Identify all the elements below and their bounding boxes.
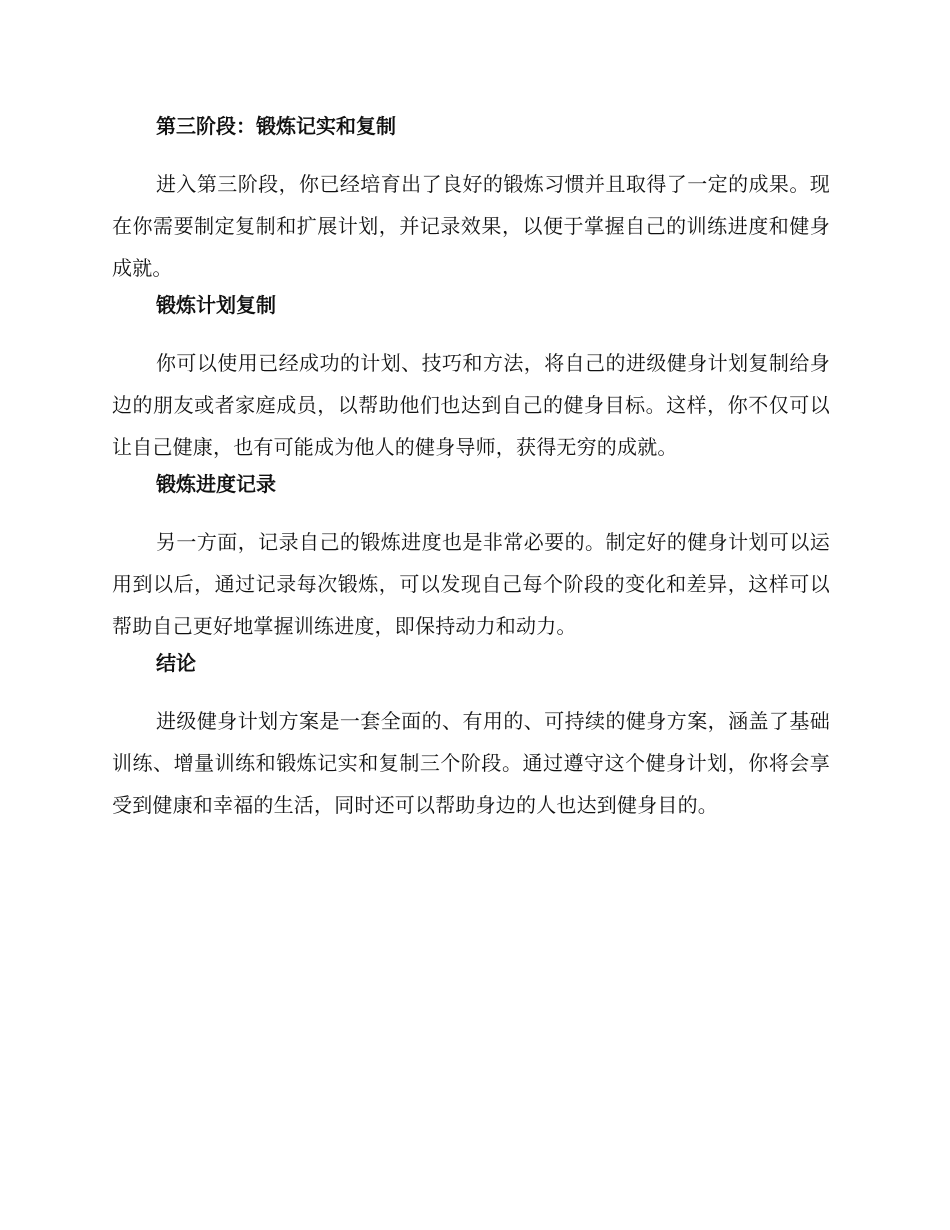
section-paragraph: 进级健身计划方案是一套全面的、有用的、可持续的健身方案，涵盖了基础训练、增量训练和锻炼记实和复制三个阶段。通过遵守这个健身计划，你将会享受到健康和幸福的生活，同时还可以帮助身边的人也达到健身目的。	[112, 709, 830, 817]
section-heading: 结论	[156, 651, 196, 675]
section-conclusion	[112, 647, 830, 826]
section-heading: 第三阶段：锻炼记实和复制	[156, 114, 396, 138]
section-paragraph: 你可以使用已经成功的计划、技巧和方法，将自己的进级健身计划复制给身边的朋友或者家庭成员，以帮助他们也达到自己的健身目标。这样，你不仅可以让自己健康，也有可能成为他人的健身导师，获得无穷的成就。	[112, 351, 830, 459]
section-stage-three	[112, 110, 830, 289]
section-paragraph: 进入第三阶段，你已经培育出了良好的锻炼习惯并且取得了一定的成果。现在你需要制定复制和扩展计划，并记录效果，以便于掌握自己的训练进度和健身成就。	[112, 172, 830, 280]
section-heading: 锻炼进度记录	[156, 472, 276, 496]
section-plan-copy	[112, 289, 830, 468]
section-paragraph: 另一方面，记录自己的锻炼进度也是非常必要的。制定好的健身计划可以运用到以后，通过记录每次锻炼，可以发现自己每个阶段的变化和差异，这样可以帮助自己更好地掌握训练进度，即保持动力和动力。	[112, 530, 830, 638]
section-heading: 锻炼计划复制	[156, 293, 276, 317]
section-progress-record	[112, 468, 830, 647]
